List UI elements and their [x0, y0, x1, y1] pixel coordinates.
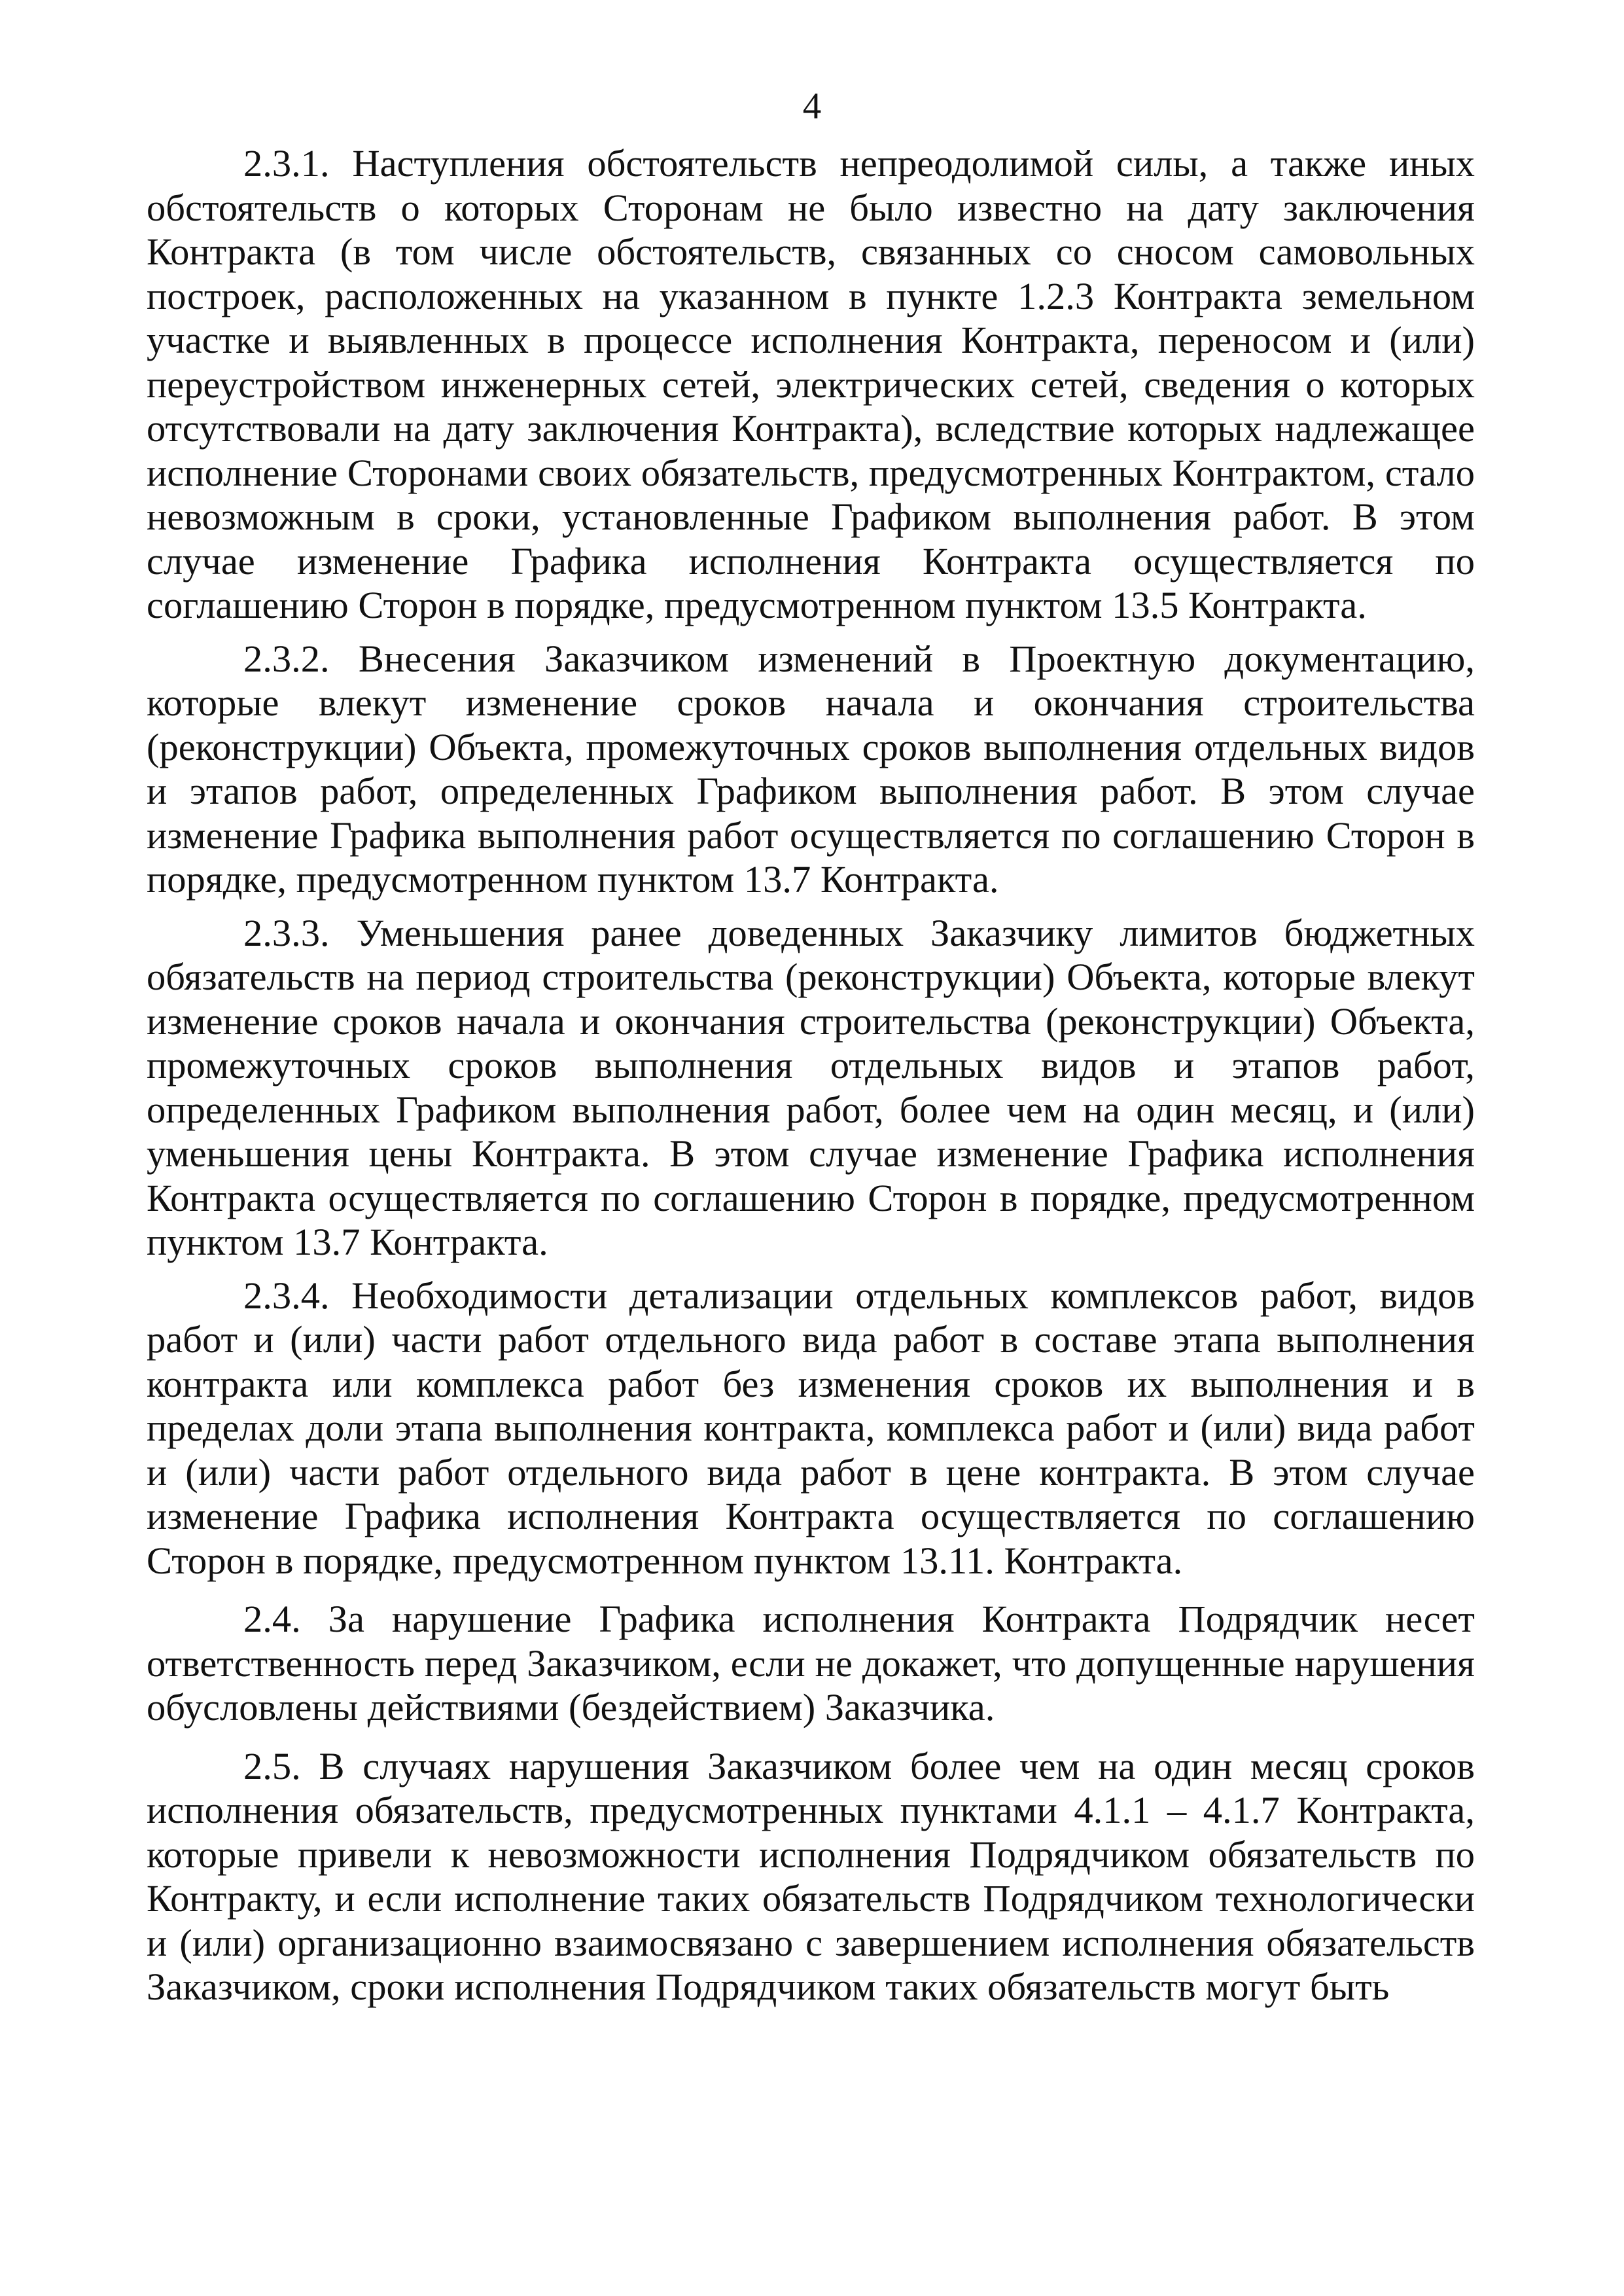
- paragraph-2-5: 2.5. В случаях нарушения Заказчиком более чем на один месяц сроков исполнения обязательств, предусмотренных пунктами 4.1.1 – 4.1.7 Контракта, которые привели к невозможности исполнения Подрядчиком обязательств по Контракту, и если исполнение таких обязательств Подрядчиком технологически и (или) организационно взаимосвязано с завершением исполнения обязательств Заказчиком, сроки исполнения Подрядчиком таких обязательств могут быть: [147, 1744, 1475, 2008]
- page-number: 4: [802, 86, 822, 127]
- paragraph-2-3-2: 2.3.2. Внесения Заказчиком изменений в Проектную документацию, которые влекут изменение сроков начала и окончания строительства (реконструкции) Объекта, промежуточных сроков выполнения отдельных видов и этапов работ, определенных Графиком выполнения работ. В этом случае изменение Графика выполнения работ осуществляется по соглашению Сторон в порядке, предусмотренном пунктом 13.7 Контракта.: [147, 637, 1475, 901]
- paragraph-2-3-3: 2.3.3. Уменьшения ранее доведенных Заказчику лимитов бюджетных обязательств на период строительства (реконструкции) Объекта, которые влекут изменение сроков начала и окончания строительства (реконструкции) Объекта, промежуточных сроков выполнения отдельных видов и этапов работ, определенных Графиком выполнения работ, более чем на один месяц, и (или) уменьшения цены Контракта. В этом случае изменение Графика исполнения Контракта осуществляется по соглашению Сторон в порядке, предусмотренном пунктом 13.7 Контракта.: [147, 911, 1475, 1263]
- paragraph-2-4: 2.4. За нарушение Графика исполнения Контракта Подрядчик несет ответственность перед Заказчиком, если не докажет, что допущенные нарушения обусловлены действиями (бездействием) Заказчика.: [147, 1598, 1475, 1729]
- paragraph-2-3-4: 2.3.4. Необходимости детализации отдельных комплексов работ, видов работ и (или) части работ отдельного вида работ в составе этапа выполнения контракта или комплекса работ без изменения сроков их выполнения и в пределах доли этапа выполнения контракта, комплекса работ и (или) вида работ и (или) части работ отдельного вида работ в цене контракта. В этом случае изменение Графика исполнения Контракта осуществляется по соглашению Сторон в порядке, предусмотренном пунктом 13.11. Контракта.: [147, 1274, 1475, 1582]
- paragraph-2-3-1: 2.3.1. Наступления обстоятельств непреодолимой силы, а также иных обстоятельств о которых Сторонам не было известно на дату заключения Контракта (в том числе обстоятельств, связанных со сносом самовольных построек, расположенных на указанном в пункте 1.2.3 Контракта земельном участке и выявленных в процессе исполнения Контракта, переносом и (или) переустройством инженерных сетей, электрических сетей, сведения о которых отсутствовали на дату заключения Контракта), вследствие которых надлежащее исполнение Сторонами своих обязательств, предусмотренных Контрактом, стало невозможным в сроки, установленные Графиком выполнения работ. В этом случае изменение Графика исполнения Контракта осуществляется по соглашению Сторон в порядке, предусмотренном пунктом 13.5 Контракта.: [147, 142, 1475, 626]
- document-body: [147, 141, 1475, 2009]
